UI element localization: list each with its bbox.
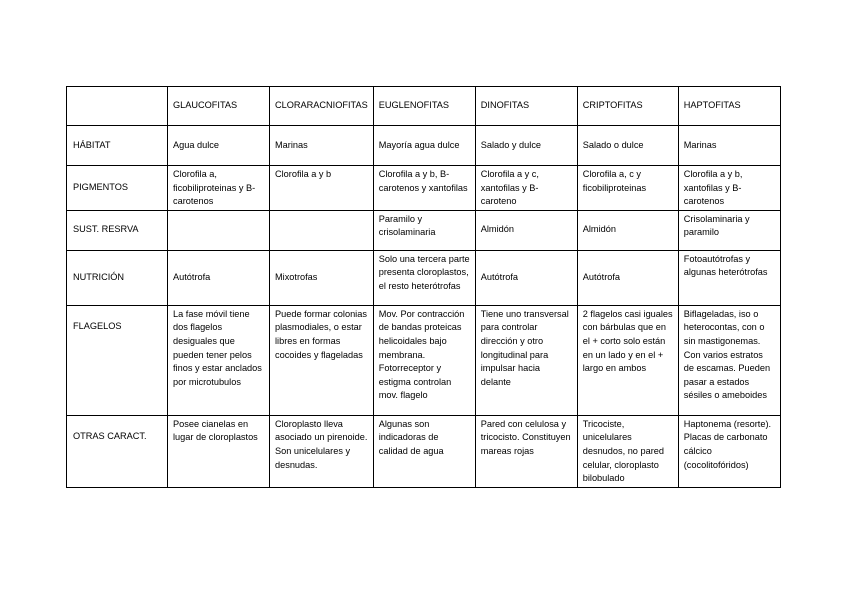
table-cell: Biflageladas, iso o heterocontas, con o sin mastigonemas. Con varios estratos de escamas. Pueden pasar a estados sésiles o ameboides [678,305,780,415]
table-cell: Clorofila a y b [270,166,374,211]
table-cell: Clorofila a, ficobiliproteinas y B-carotenos [168,166,270,211]
header-cell-criptofitas: CRIPTOFITAS [577,87,678,126]
table-cell: Algunas son indicadoras de calidad de agua [373,415,475,487]
row-label-habitat: HÁBITAT [67,126,168,166]
table-cell: Cloroplasto lleva asociado un pirenoide. Son unicelulares y desnudas. [270,415,374,487]
row-label-pigmentos: PIGMENTOS [67,166,168,211]
table-cell: Haptonema (resorte). Placas de carbonato cálcico (cocolitofóridos) [678,415,780,487]
table-cell: Clorofila a, c y ficobiliproteinas [577,166,678,211]
table-row-nutricion [67,250,781,305]
row-label-nutricion: NUTRICIÓN [67,250,168,305]
table-cell: Clorofila a y b, B-carotenos y xantofilas [373,166,475,211]
table-cell: Solo una tercera parte presenta cloroplastos, el resto heterótrofas [373,250,475,305]
table-cell: Paramilo y crisolaminaria [373,210,475,250]
table-cell: Clorofila a y b, xantofilas y B-carotenos [678,166,780,211]
header-cell-euglenofitas: EUGLENOFITAS [373,87,475,126]
row-label-otras-caract: OTRAS CARACT. [67,415,168,487]
table-cell [270,210,374,250]
table-cell: Posee cianelas en lugar de cloroplastos [168,415,270,487]
header-row [67,87,781,126]
table-cell: Salado y dulce [475,126,577,166]
table-row-pigmentos [67,166,781,211]
header-cell-empty [67,87,168,126]
row-label-flagelos: FLAGELOS [67,305,168,415]
table-cell: Agua dulce [168,126,270,166]
header-cell-dinofitas: DINOFITAS [475,87,577,126]
table-cell: 2 flagelos casi iguales con bárbulas que en el + corto solo están en un lado y en el + largo en ambos [577,305,678,415]
table-cell: Mov. Por contracción de bandas proteicas helicoidales bajo membrana. Fotorreceptor y estigma controlan mov. flagelo [373,305,475,415]
table-cell: Pared con celulosa y tricocisto. Constituyen mareas rojas [475,415,577,487]
table-cell [168,210,270,250]
table-cell: Tiene uno transversal para controlar dirección y otro longitudinal para impulsar hacia delante [475,305,577,415]
table-cell: Crisolaminaria y paramilo [678,210,780,250]
table-row-sust-reserva [67,210,781,250]
table-cell: Clorofila a y c, xantofilas y B-caroteno [475,166,577,211]
table-cell: Tricociste, unicelulares desnudos, no pared celular, cloroplasto bilobulado [577,415,678,487]
table-cell: Autótrofa [168,250,270,305]
table-cell: La fase móvil tiene dos flagelos desiguales que pueden tener pelos finos y estar anclados por microtubulos [168,305,270,415]
table-cell: Mayoría agua dulce [373,126,475,166]
table-row-flagelos [67,305,781,415]
table-cell: Marinas [678,126,780,166]
table-row-habitat [67,126,781,166]
table-cell: Autótrofa [577,250,678,305]
table-cell: Salado o dulce [577,126,678,166]
header-cell-glaucofitas: GLAUCOFITAS [168,87,270,126]
table-cell: Almidón [577,210,678,250]
header-cell-haptofitas: HAPTOFITAS [678,87,780,126]
algae-comparison-table [66,86,781,488]
table-cell: Marinas [270,126,374,166]
table-cell: Autótrofa [475,250,577,305]
header-cell-cloraracniofitas: CLORARACNIOFITAS [270,87,374,126]
table-cell: Almidón [475,210,577,250]
table-cell: Puede formar colonias plasmodiales, o estar libres en formas cocoides y flageladas [270,305,374,415]
table-cell: Fotoautótrofas y algunas heterótrofas [678,250,780,305]
table-cell: Mixotrofas [270,250,374,305]
table-row-otras-caract [67,415,781,487]
row-label-sust-reserva: SUST. RESRVA [67,210,168,250]
